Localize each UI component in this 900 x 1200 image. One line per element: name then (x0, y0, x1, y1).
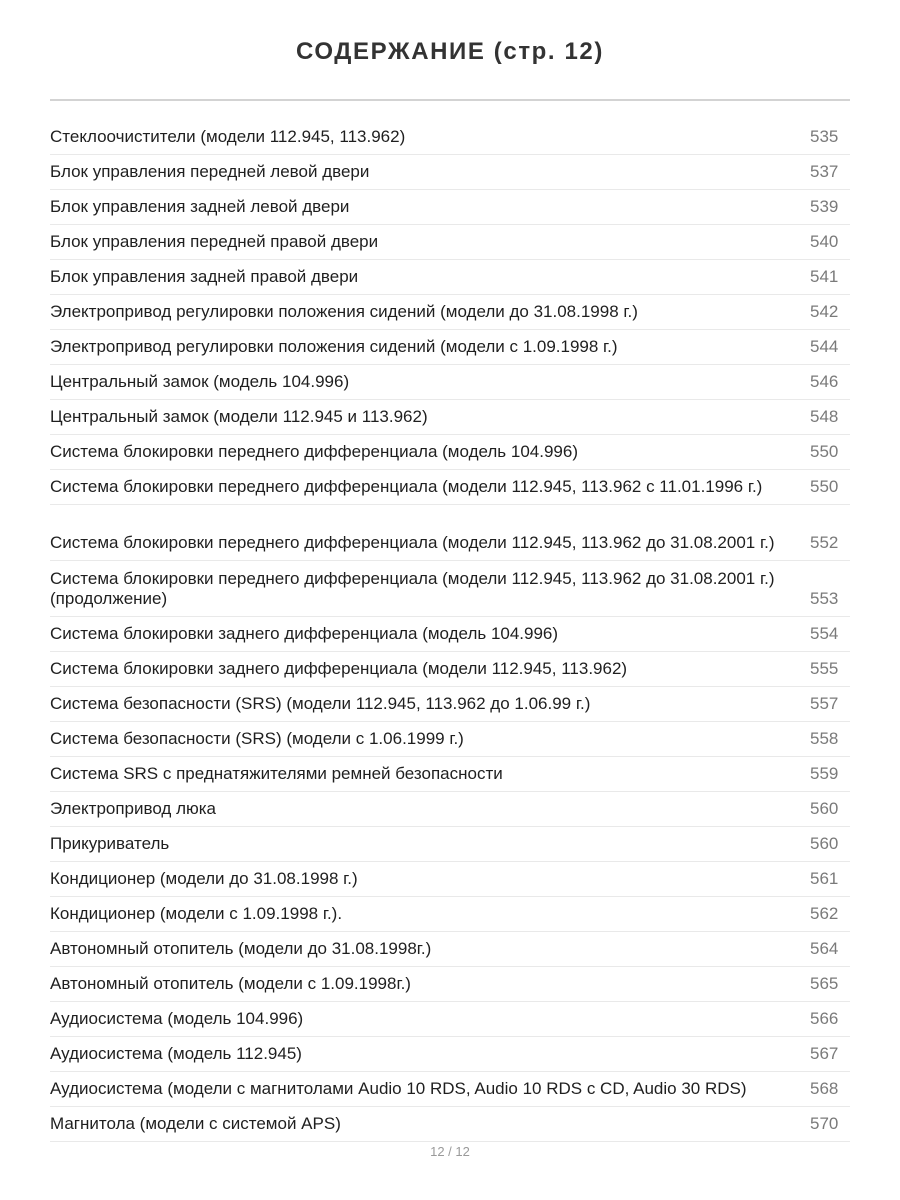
toc-entry-title: Блок управления передней левой двери (50, 162, 370, 181)
toc-entry-title: Центральный замок (модель 104.996) (50, 372, 350, 391)
toc-entry-title: Кондиционер (модели до 31.08.1998 г.) (50, 869, 358, 888)
toc-row[interactable] (50, 1107, 850, 1142)
toc-entry-title: Блок управления задней левой двери (50, 197, 350, 216)
toc-entry-title: Автономный отопитель (модели с 1.09.1998г.) (50, 974, 411, 993)
toc-row[interactable] (50, 470, 850, 505)
toc-entry-title: Система блокировки переднего дифференциала (модель 104.996) (50, 442, 578, 461)
toc-entry-title: Блок управления передней правой двери (50, 232, 379, 251)
toc-row[interactable] (50, 1037, 850, 1072)
toc-entry-title: Аудиосистема (модель 112.945) (50, 1044, 302, 1063)
toc-row[interactable] (50, 400, 850, 435)
toc-page-number: 560 (810, 834, 839, 853)
toc-entry-title: Система SRS с преднатяжителями ремней безопасности (50, 764, 503, 783)
toc-page-number: 568 (810, 1079, 839, 1098)
toc-row[interactable] (50, 932, 850, 967)
toc-row[interactable] (50, 330, 850, 365)
toc-row[interactable] (50, 1072, 850, 1107)
toc-entry-title: Электропривод люка (50, 799, 217, 818)
toc-row[interactable] (50, 505, 850, 561)
toc-entry-title: Система блокировки заднего дифференциала (модель 104.996) (50, 624, 559, 643)
toc-row[interactable] (50, 897, 850, 932)
toc-page-number: 550 (810, 477, 839, 496)
toc-entry-title: Система блокировки переднего дифференциала (модели 112.945, 113.962 с 11.01.1996 г.) (50, 477, 763, 496)
toc-page-number: 565 (810, 974, 839, 993)
toc-entry-title: Электропривод регулировки положения сидений (модели до 31.08.1998 г.) (50, 302, 638, 321)
toc-page-number: 560 (810, 799, 839, 818)
toc-row[interactable] (50, 862, 850, 897)
toc-row[interactable] (50, 792, 850, 827)
toc-entry-title: Электропривод регулировки положения сидений (модели с 1.09.1998 г.) (50, 337, 618, 356)
toc-entry-title: Прикуриватель (50, 834, 170, 853)
toc-row[interactable] (50, 225, 850, 260)
toc-page-number: 558 (810, 729, 839, 748)
toc-page-number: 552 (810, 533, 839, 552)
toc-entry-title: Аудиосистема (модели с магнитолами Audio 10 RDS, Audio 10 RDS с CD, Audio 30 RDS) (50, 1079, 747, 1098)
toc-row[interactable] (50, 757, 850, 792)
toc-row[interactable] (50, 617, 850, 652)
toc-entry-title: Центральный замок (модели 112.945 и 113.962) (50, 407, 428, 426)
toc-entry-title: Система блокировки переднего дифференциала (модели 112.945, 113.962 до 31.08.2001 г.) (продолжение) (50, 569, 775, 608)
toc-row[interactable] (50, 967, 850, 1002)
title-divider (50, 99, 850, 101)
toc-page-number: 548 (810, 407, 839, 426)
toc-page-number: 567 (810, 1044, 839, 1063)
toc-page-number: 562 (810, 904, 839, 923)
page-title: СОДЕРЖАНИЕ (стр. 12) (296, 38, 604, 65)
toc-page-number: 557 (810, 694, 839, 713)
toc-page-number: 541 (810, 267, 839, 286)
page-indicator: 12 / 12 (430, 1144, 470, 1159)
toc-entry-title: Автономный отопитель (модели до 31.08.1998г.) (50, 939, 432, 958)
toc-entry-title: Система блокировки заднего дифференциала (модели 112.945, 113.962) (50, 659, 628, 678)
toc-page-number: 561 (810, 869, 839, 888)
toc-page-number: 554 (810, 624, 839, 643)
toc-entry-title: Стеклоочистители (модели 112.945, 113.962) (50, 127, 406, 146)
toc-page-number: 544 (810, 337, 839, 356)
toc-entry-title: Кондиционер (модели с 1.09.1998 г.). (50, 904, 343, 923)
toc-page-number: 555 (810, 659, 839, 678)
toc-page-number: 564 (810, 939, 839, 958)
toc-page-number: 559 (810, 764, 839, 783)
toc-row[interactable] (50, 260, 850, 295)
toc-row[interactable] (50, 295, 850, 330)
toc-row[interactable] (50, 652, 850, 687)
toc-entry-title: Магнитола (модели с системой APS) (50, 1114, 341, 1133)
toc-page-number: 540 (810, 232, 839, 251)
toc-row[interactable] (50, 1002, 850, 1037)
toc-row[interactable] (50, 687, 850, 722)
toc-row[interactable] (50, 155, 850, 190)
toc-page-number: 535 (810, 127, 839, 146)
toc-row[interactable] (50, 722, 850, 757)
toc-row[interactable] (50, 561, 850, 617)
toc-entry-title: Аудиосистема (модель 104.996) (50, 1009, 304, 1028)
toc-page-number: 542 (810, 302, 839, 321)
toc-page-number: 553 (810, 589, 839, 608)
toc-entry-title: Система безопасности (SRS) (модели 112.945, 113.962 до 1.06.99 г.) (50, 694, 591, 713)
toc-row[interactable] (50, 435, 850, 470)
toc-page-number: 546 (810, 372, 839, 391)
toc-page-number: 570 (810, 1114, 839, 1133)
toc-row[interactable] (50, 365, 850, 400)
toc-entry-title: Система блокировки переднего дифференциала (модели 112.945, 113.962 до 31.08.2001 г.) (50, 533, 775, 552)
table-of-contents (50, 120, 850, 1142)
toc-row[interactable] (50, 190, 850, 225)
toc-row[interactable] (50, 120, 850, 155)
toc-row[interactable] (50, 827, 850, 862)
toc-page-number: 566 (810, 1009, 839, 1028)
toc-entry-title: Блок управления задней правой двери (50, 267, 359, 286)
toc-page-number: 539 (810, 197, 839, 216)
toc-page-number: 550 (810, 442, 839, 461)
toc-entry-title: Система безопасности (SRS) (модели с 1.06.1999 г.) (50, 729, 464, 748)
toc-page-number: 537 (810, 162, 839, 181)
